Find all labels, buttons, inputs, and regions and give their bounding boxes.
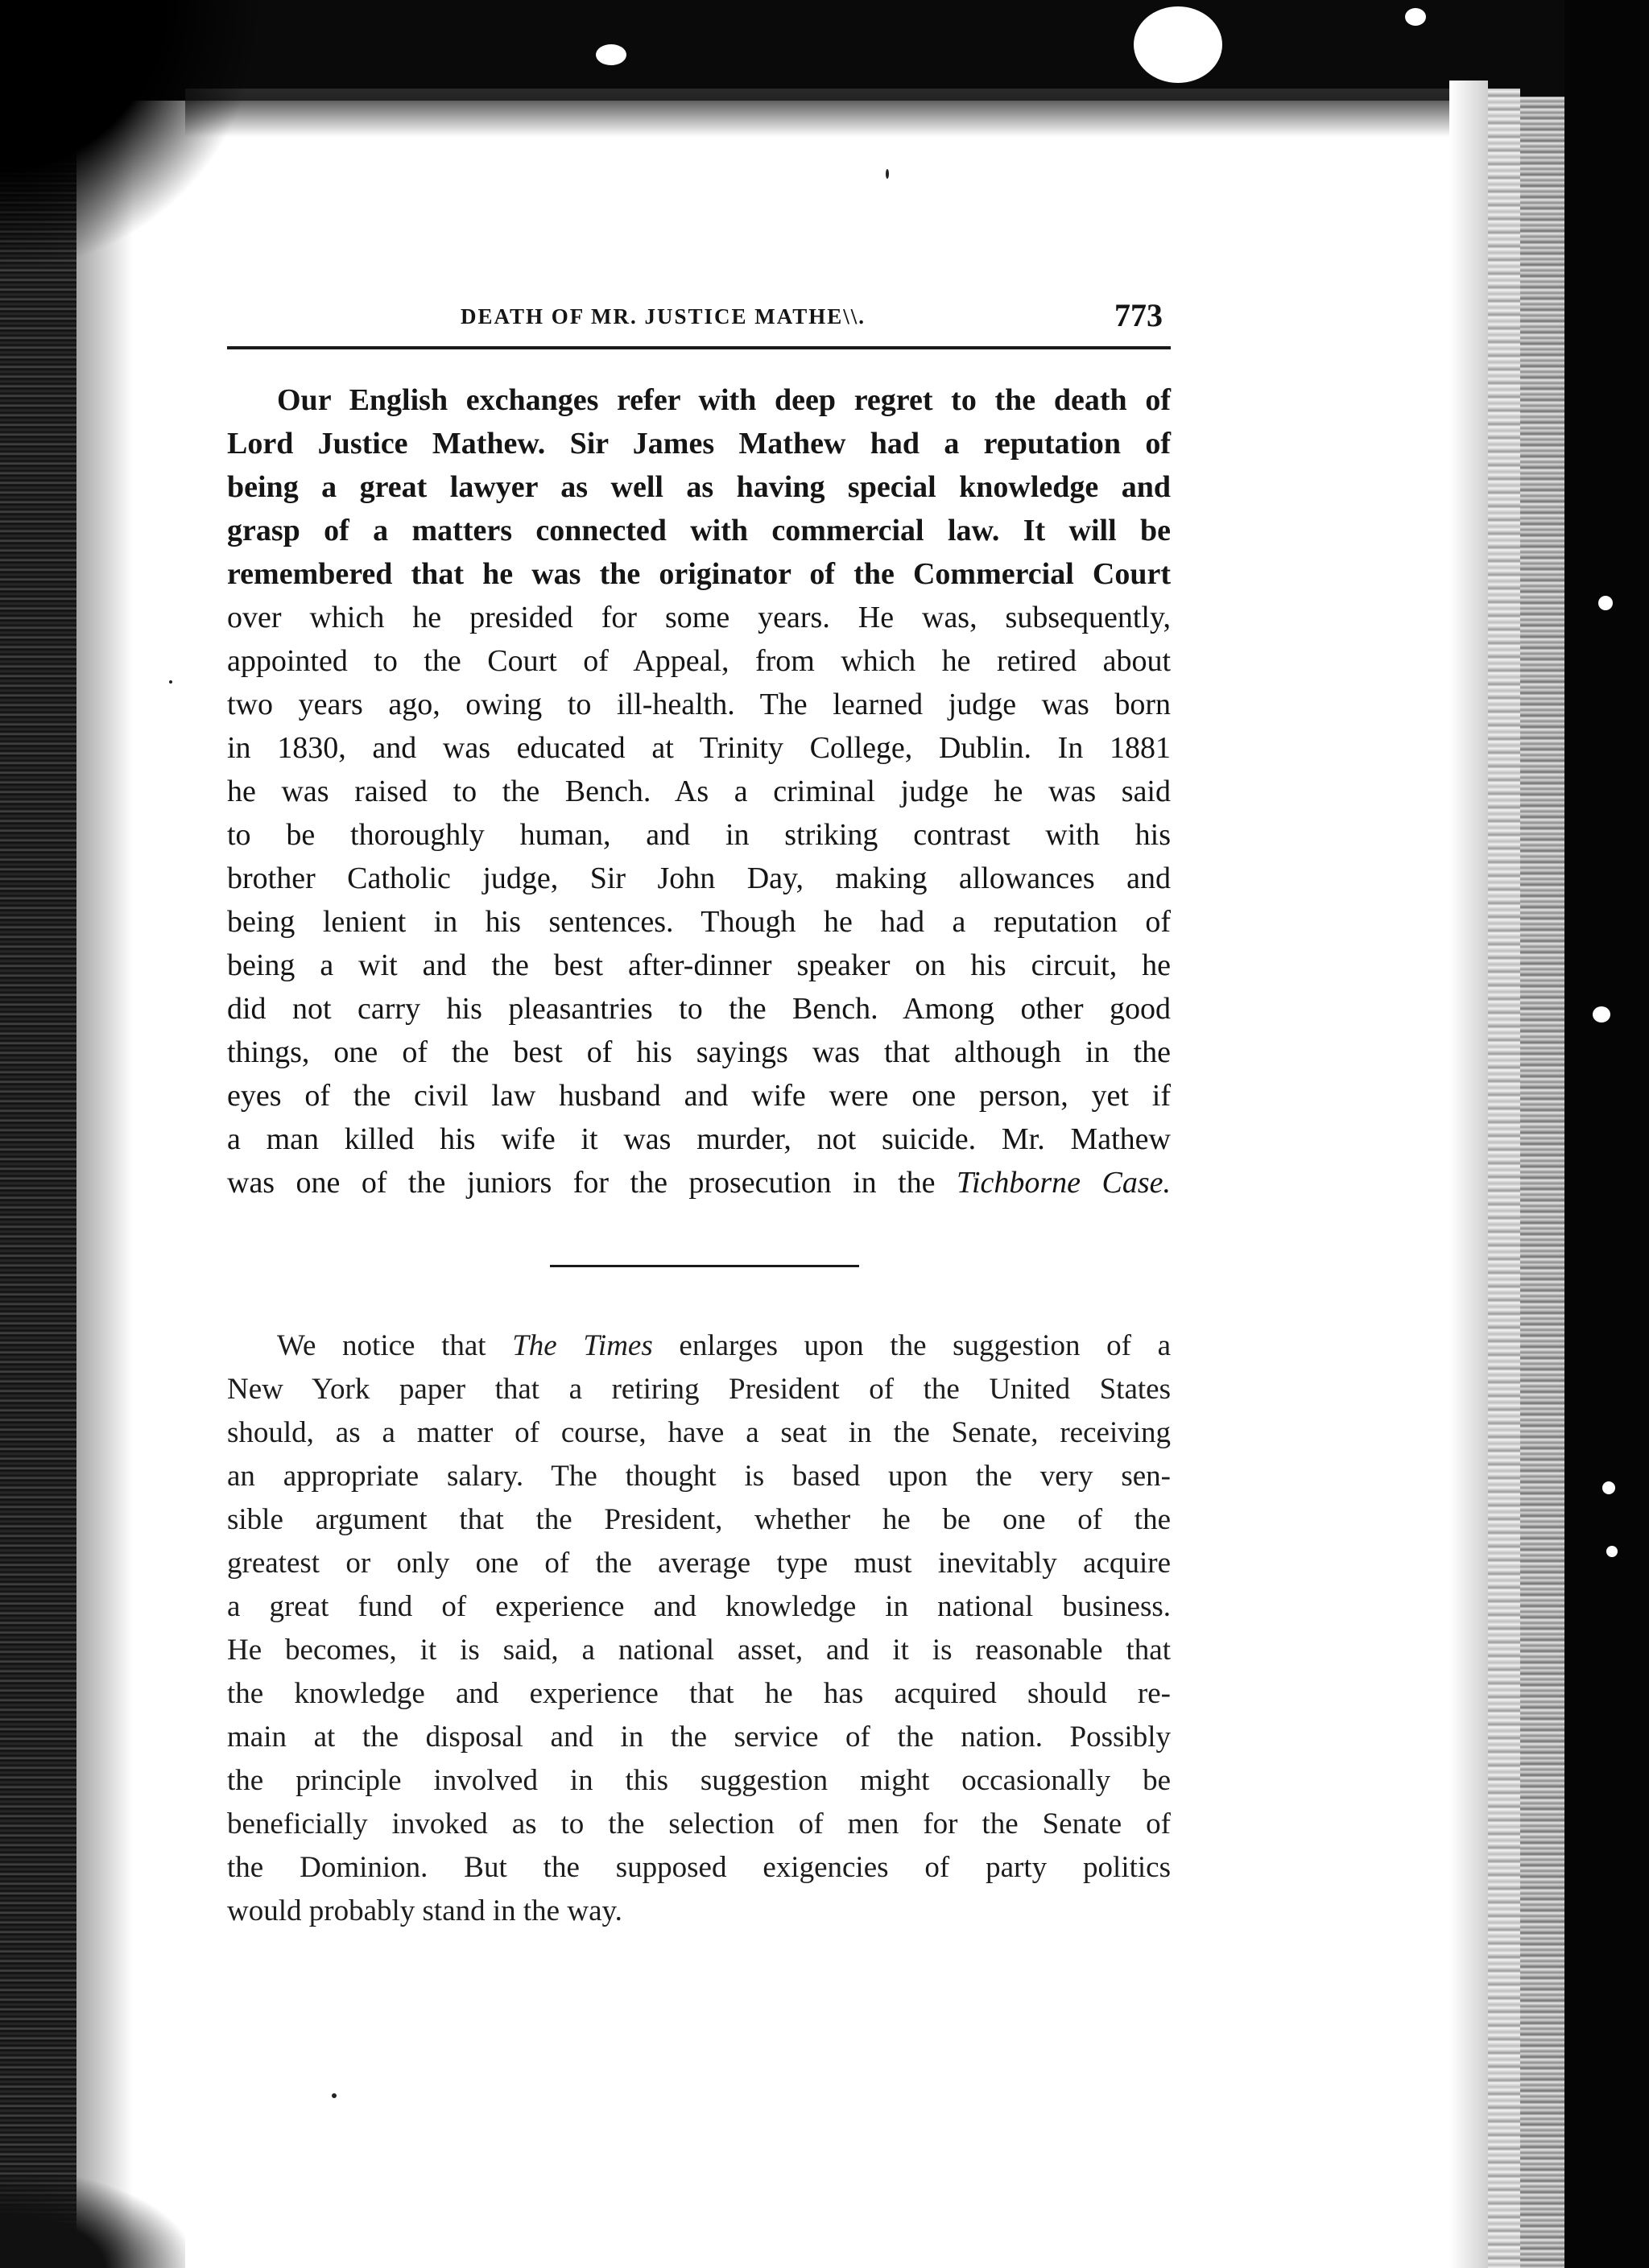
text-line: the principle involved in this suggestion might occasionally be (227, 1764, 1171, 1797)
text-line-first (227, 1324, 1171, 1368)
text-line: remembered that he was the originator of the Commercial Court (227, 557, 1171, 591)
newspaper-name-italic: The Times (512, 1329, 653, 1362)
text-line: things, one of the best of his sayings was that although in the (227, 1035, 1171, 1069)
text-line: eyes of the civil law husband and wife were one person, yet if (227, 1079, 1171, 1113)
scan-speck (1134, 6, 1222, 83)
text-line-last (227, 1161, 1171, 1204)
text-line: in 1830, and was educated at Trinity College, Dublin. In 1881 (227, 731, 1171, 765)
scan-speck (1598, 596, 1613, 610)
text-line: a man killed his wife it was murder, not suicide. Mr. Mathew (227, 1122, 1171, 1156)
scan-speck (1593, 1006, 1610, 1022)
header-rule (227, 346, 1171, 349)
text-line: He becomes, it is said, a national asset, and it is reasonable that (227, 1634, 1171, 1667)
text-line: to be thoroughly human, and in striking contrast with his (227, 818, 1171, 852)
text-line: Lord Justice Mathew. Sir James Mathew had a reputation of (227, 427, 1171, 461)
text-line: beneficially invoked as to the selection of men for the Senate of (227, 1807, 1171, 1840)
scan-border-left (0, 0, 76, 2268)
text-line: being a great lawyer as well as having special knowledge and (227, 470, 1171, 504)
article-mathew (227, 378, 1171, 1204)
text-line: sible argument that the President, whether he be one of the (227, 1503, 1171, 1536)
page-edge-stripe (1488, 89, 1520, 2268)
text-line: New York paper that a retiring President of the United States (227, 1373, 1171, 1406)
scan-shadow-top (185, 89, 1457, 137)
text-run: enlarges upon the suggestion of a (652, 1329, 1171, 1362)
text-line: brother Catholic judge, Sir John Day, making allowances and (227, 861, 1171, 895)
running-head (227, 296, 1171, 337)
case-name-italic: Tichborne Case. (956, 1166, 1171, 1200)
text-line: being lenient in his sentences. Though he had a reputation of (227, 905, 1171, 939)
text-line-last: would probably stand in the way. (227, 1894, 622, 1927)
text-line: he was raised to the Bench. As a criminal judge he was said (227, 775, 1171, 808)
text-line: being a wit and the best after-dinner speaker on his circuit, he (227, 948, 1171, 982)
text-line: the knowledge and experience that he has acquired should re- (227, 1677, 1171, 1710)
text-line: grasp of a matters connected with commercial law. It will be (227, 514, 1171, 547)
text-line: Our English exchanges refer with deep regret to the death of (277, 383, 1171, 417)
text-line: an appropriate salary. The thought is based upon the very sen- (227, 1460, 1171, 1493)
scan-dot (886, 169, 889, 179)
text-line: a great fund of experience and knowledge in national business. (227, 1590, 1171, 1623)
text-line: did not carry his pleasantries to the Bench. Among other good (227, 992, 1171, 1026)
scan-speck (596, 44, 626, 65)
page-number: 773 (1114, 297, 1163, 333)
text-line: over which he presided for some years. He was, subsequently, (227, 601, 1171, 634)
scan-dot (332, 2093, 337, 2098)
text-line: appointed to the Court of Appeal, from which he retired about (227, 644, 1171, 678)
text-line: should, as a matter of course, have a seat in the Senate, receiving (227, 1416, 1171, 1449)
text-run: was one of the juniors for the prosecution in the (227, 1166, 957, 1200)
section-separator (550, 1265, 859, 1267)
binding-shadow (76, 97, 133, 2268)
scan-dot (169, 680, 172, 684)
page-edge-shadow (1449, 81, 1488, 2268)
text-run: We notice that (277, 1329, 513, 1362)
scan-speck (1602, 1481, 1615, 1494)
text-line: greatest or only one of the average type must inevitably acquire (227, 1547, 1171, 1580)
scan-corner-shadow (0, 0, 258, 266)
scan-corner-bottom (0, 2174, 185, 2268)
stacked-pages-edge (1520, 97, 1564, 2268)
text-line: main at the disposal and in the service of the nation. Possibly (227, 1721, 1171, 1754)
text-line: two years ago, owing to ill-health. The learned judge was born (227, 688, 1171, 721)
scan-speck (1606, 1546, 1618, 1557)
scan-speck (1405, 8, 1426, 26)
article-president-senate (227, 1324, 1171, 1933)
text-line: the Dominion. But the supposed exigencies of party politics (227, 1851, 1171, 1884)
running-head-title: DEATH OF MR. JUSTICE MATHE\\. (461, 304, 866, 328)
scan-border-right (1564, 0, 1649, 2268)
